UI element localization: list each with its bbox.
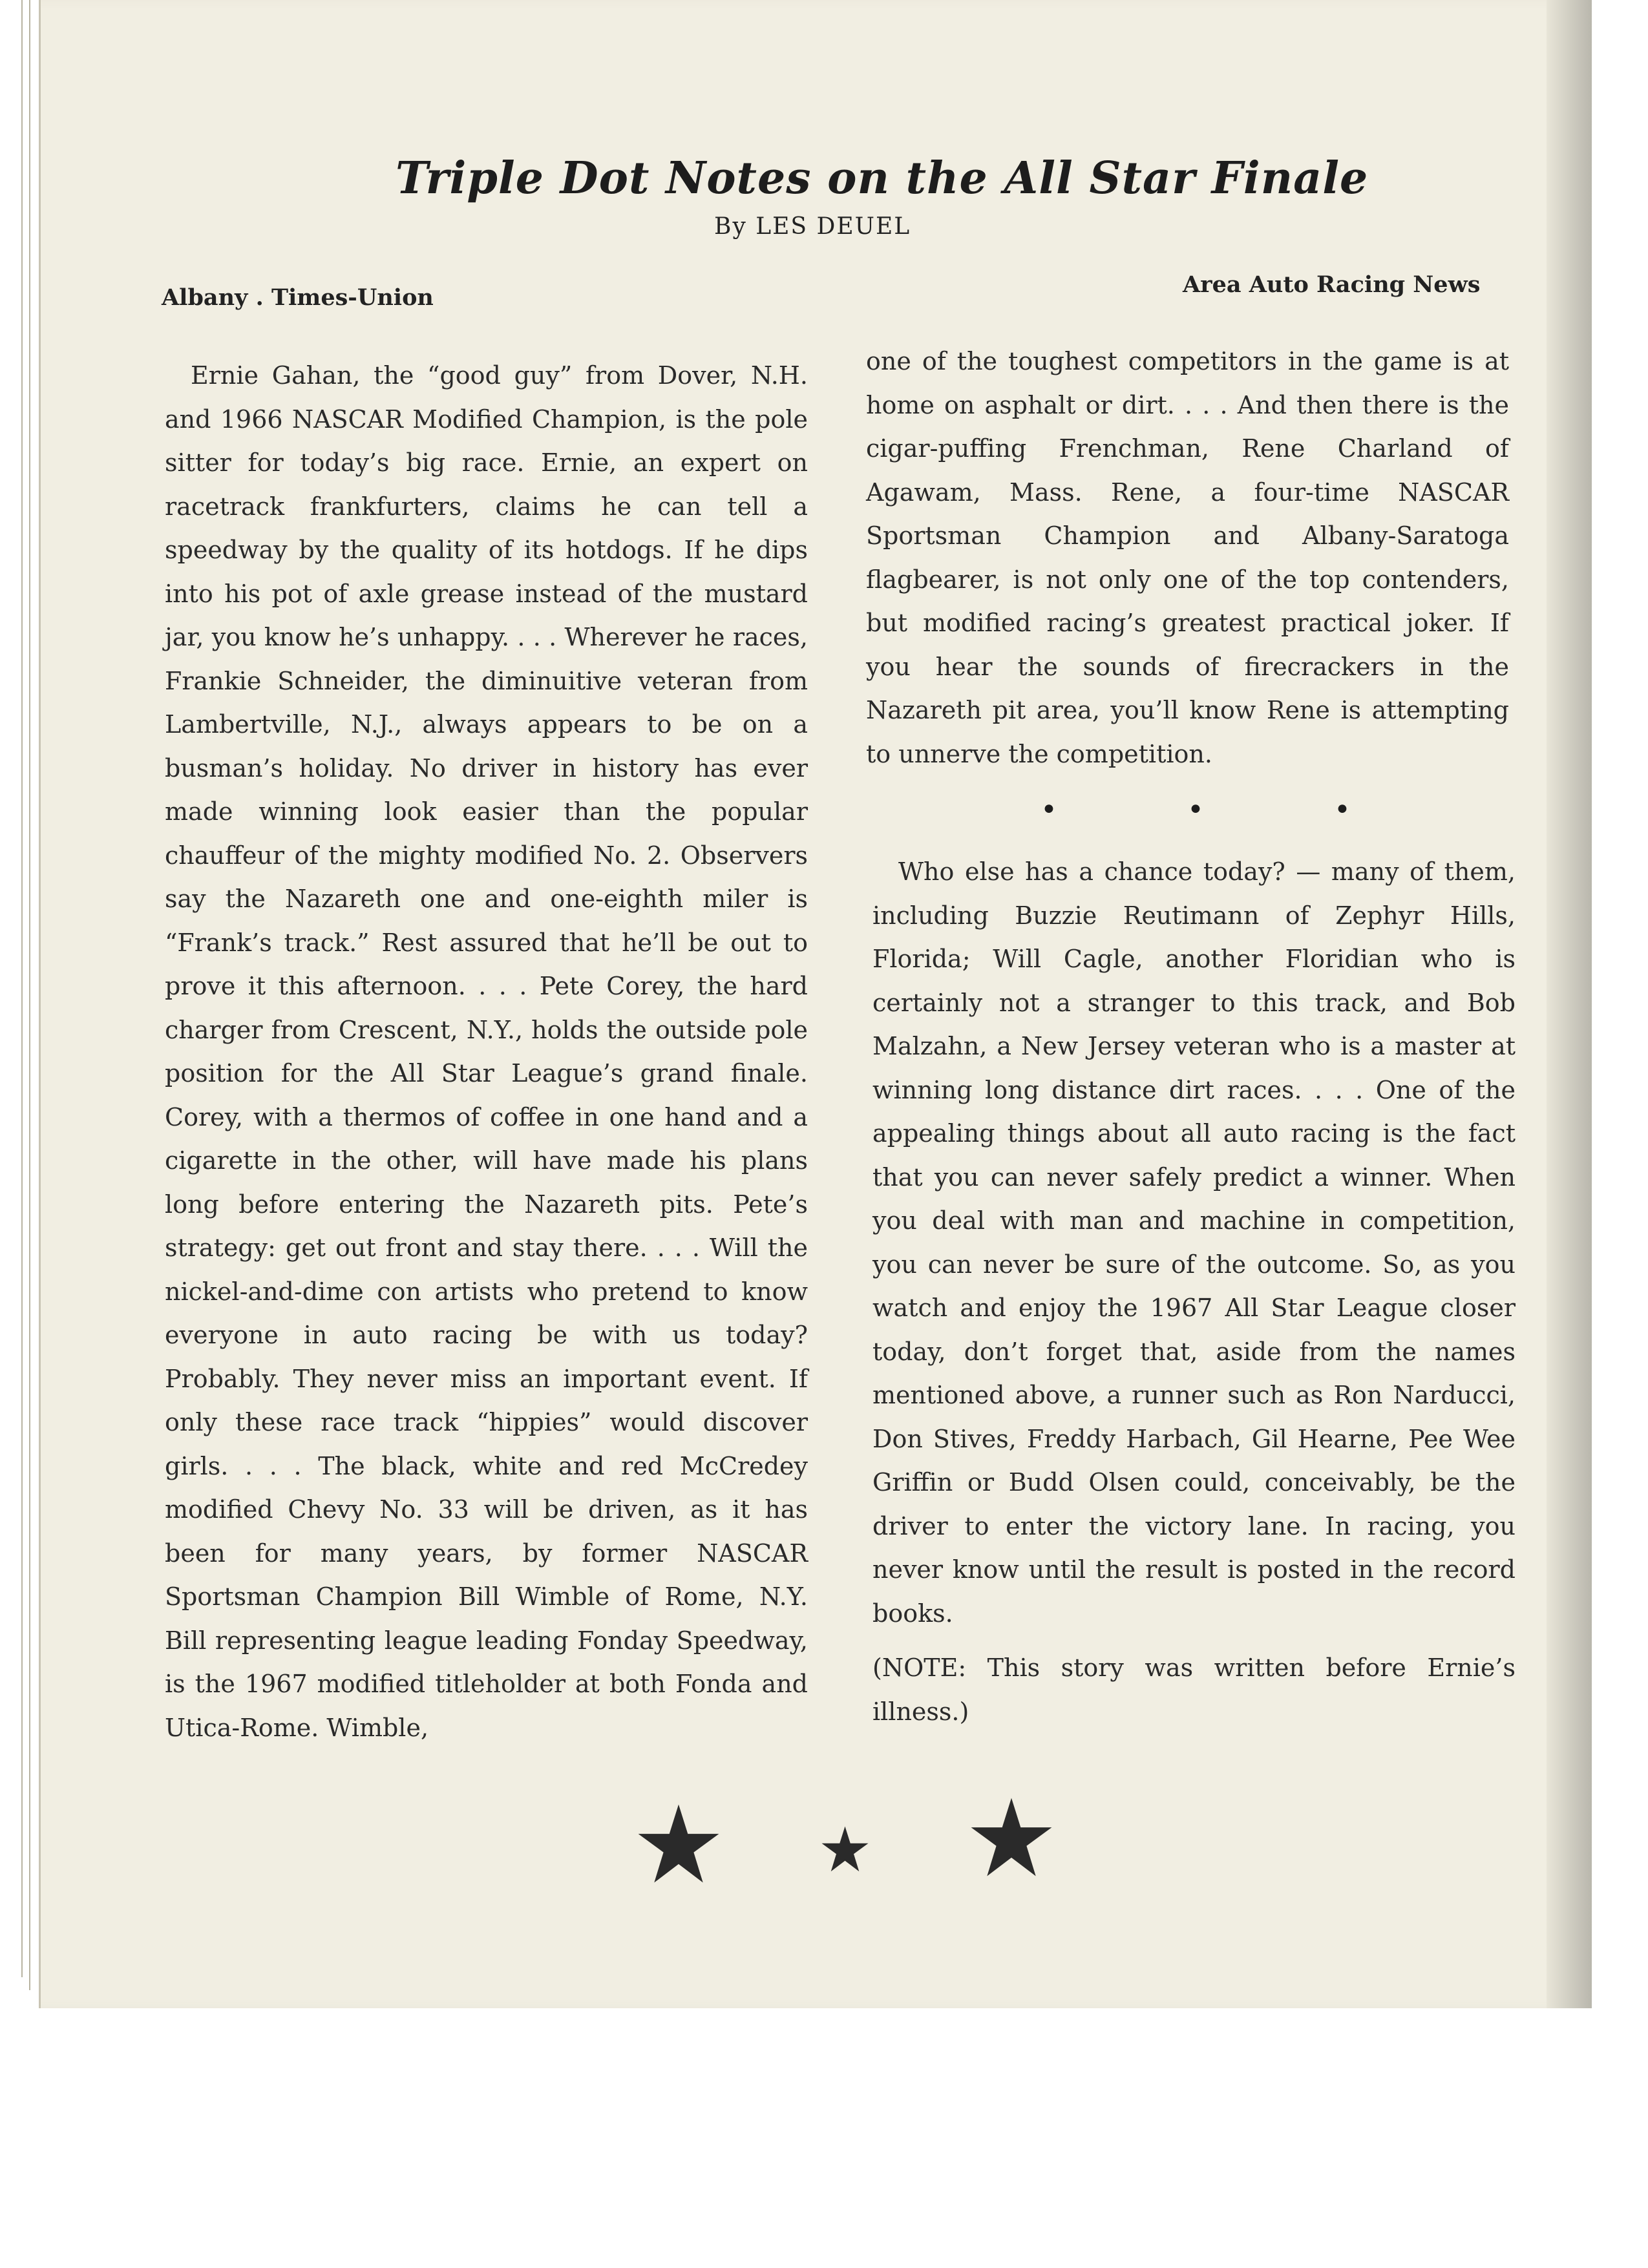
column-right-text-1: one of the toughest competitors in the game is at home on asphalt or dirt. . . . And then there is the cigar-puffing Frenchman, Rene Charland of Agawam, Mass. Rene, a four-time NASCAR Sportsman Champion and Albany-Saratoga flagbearer, is not only one of the top contenders, but modified racing’s greatest practical joker. If you hear the sounds of firecrackers in the Nazareth pit area, you’ll know Rene is attempting to unnerve the competition. [866,347,1509,768]
source-right: Area Auto Racing News [1183,271,1481,298]
page-edge-line [29,0,30,1990]
section-separator [1041,793,1351,826]
column-left-text: Ernie Gahan, the “good guy” from Dover, N.H. and 1966 NASCAR Modified Champion, is the pole sitter for today’s big race. Ernie, an expert on racetrack frankfurters, claims he can tell a speedway by the quality of its hotdogs. If he dips into his pot of axle grease instead of the mustard jar, you know he’s unhappy. . . . Wherever he races, Frankie Schneider, the diminuitive veteran from Lambertville, N.J., always appears to be on a busman’s holiday. No driver in history has ever made winning look easier than the popular chauffeur of the mighty modified No. 2. Observers say the Nazareth one and one-eighth miler is “Frank’s track.” Rest assured that he’ll be out to prove it this afternoon. . . . Pete Corey, the hard charger from Crescent, N.Y., holds the outside pole position for the All Star League’s grand finale. Corey, with a thermos of coffee in one hand and a cigarette in the other, will have made his plans long before entering the Nazareth pits. Pete’s strategy: get out front and stay there. . . . Will the nickel-and-dime con artists who pretend to know everyone in auto racing be with us today? Probably. They never miss an important event. If only these race track “hippies” would discover girls. . . . The black, white and red McCredey modified Chevy No. 33 will be driven, as it has been for many years, by former NASCAR Sportsman Champion Bill Wimble of Rome, N.Y. Bill representing league leading Fonday Speedway, is the 1967 modified titleholder at both Fonda and Utica-Rome. Wimble, [165,361,808,1742]
separator-dot: • [1187,793,1204,826]
source-left: Albany . Times-Union [162,284,434,311]
binding-shadow [1547,0,1592,2008]
editor-note: (NOTE: This story was written before Ernie’s illness.) [872,1654,1516,1726]
star-icon [637,1803,721,1887]
column-right-text-2: Who else has a chance today? — many of them, including Buzzie Reutimann of Zephyr Hills, Florida; Will Cagle, another Floridian who is certainly not a stranger to this track, and Bob Malzahn, a New Jersey veteran who is a master at winning long distance dirt races. . . . One of the appealing things about all auto racing is the fact that you can never safely predict a winner. When you deal with man and machine in competition, you can never be sure of the outcome. So, as you watch and enjoy the 1967 All Star League closer today, don’t forget that, aside from the names mentioned above, a runner such as Ron Narducci, Don Stives, Freddy Harbach, Gil Hearne, Pee Wee Griffin or Budd Olsen could, conceivably, be the driver to enter the victory lane. In racing, you never know until the result is posted in the record books. [872,857,1516,1628]
article-byline: By LES DEUEL [714,213,911,240]
page-edge-line [21,0,23,1977]
separator-dot: • [1041,793,1057,826]
star-ornament [637,1796,1057,1887]
star-icon [969,1796,1053,1880]
separator-dot: • [1334,793,1351,826]
article-title: Triple Dot Notes on the All Star Finale [396,152,1369,204]
star-icon [821,1825,869,1874]
